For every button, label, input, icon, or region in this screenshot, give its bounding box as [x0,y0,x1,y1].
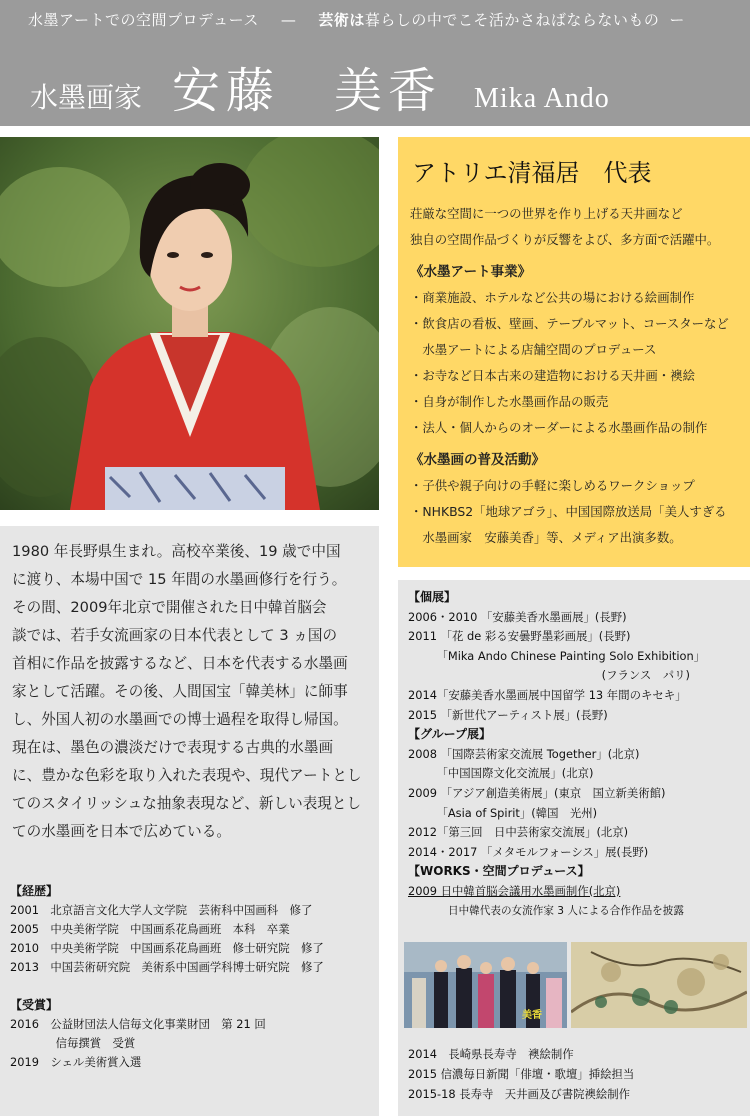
bio-line: し、外国人初の水墨画での博士過程を取得し帰国。 [12,711,348,728]
bio-line: に、豊かな色彩を取り入れた表現や、現代アートとし [12,767,362,784]
artist-name: 安藤 美香 [172,63,443,119]
group-item: 2008 「国際芸術家交流展 Together」(北京) [408,746,640,761]
later-work-item: 2015 信濃毎日新聞「俳壇・歌壇」挿絵担当 [408,1067,635,1081]
tagline-dash: — [280,11,297,29]
atelier-item: ・自身が制作した水墨画作品の販売 [410,394,609,409]
atelier-body [410,201,746,551]
solo-item: 「Mika Ando Chinese Painting Solo Exhibition」 [408,648,706,663]
bio-line: に渡り、本場中国で 15 年間の水墨画修行を行う。 [12,571,347,588]
solo-item: 2011 「花 de 彩る安曇野墨彩画展」(長野) [408,629,631,644]
career-awards-list [10,882,374,1072]
group-item: 2012「第三回 日中芸術家交流展」(北京) [408,825,629,840]
group-item: 2009 「アジア創造美術展」(東京 国立新美術館) [408,785,666,800]
atelier-section-heading: 《水墨アート事業》 [410,264,532,280]
atelier-item: ・法人・個人からのオーダーによる水墨画作品の制作 [410,420,708,435]
bio-line: 談では、若手女流画家の日本代表として 3 ヵ国の [12,627,338,644]
solo-item: 2006・2010 「安藤美香水墨画展」(長野) [408,609,627,624]
group-item: 「中国国際文化交流展」(北京) [408,766,594,781]
portrait-photo [0,137,379,510]
career-item: 2013 中国芸術研究院 美術系中国画学科博士研究院 修了 [10,960,324,974]
atelier-intro-line: 独自の空間作品づくりが反響をよび、多方面で活躍中。 [410,232,720,247]
atelier-item: 水墨アートによる店舗空間のプロデュース [410,342,657,357]
works-item: 2009 日中韓首脳会議用水墨画制作(北京) [408,883,621,898]
bio-line: 現在は、墨色の濃淡だけで表現する古典的水墨画 [12,739,334,756]
tagline-end: ー [669,11,685,29]
bio-line: 家として活躍。その後、人間国宝「韓美林」に師事 [12,683,348,700]
artist-role: 水墨画家 [30,81,143,114]
works-heading: 【WORKS・空間プロデュース】 [408,864,590,879]
biography-panel [0,526,379,1116]
career-item: 2001 北京語言文化大学人文学院 芸術科中国画科 修了 [10,903,313,917]
career-item: 2005 中央美術学院 中国画系花鳥画班 本科 卒業 [10,922,290,936]
atelier-item: ・商業施設、ホテルなど公共の場における絵画制作 [410,290,695,305]
tagline-left: 水墨アートでの空間プロデュース [28,11,259,29]
exhibitions-list [408,588,748,921]
bio-line: 首相に作品を披露するなど、日本を代表する水墨画 [12,655,348,672]
header-banner [0,0,750,126]
solo-item: 2014「安藤美香水墨画展中国留学 13 年間のキセキ」 [408,687,687,702]
summit-photo [404,942,567,1028]
solo-heading: 【個展】 [408,590,457,604]
award-item: 2019 シェル美術賞入選 [10,1055,142,1069]
awards-heading: 【受賞】 [10,998,59,1012]
award-item: 2016 公益財団法人信毎文化事業財団 第 21 回 [10,1017,266,1031]
artist-name-en: Mika Ando [474,83,610,114]
group-item: 「Asia of Spirit」(韓国 光州) [408,805,598,820]
photo-caption: 美香 [522,1010,542,1021]
tagline-rest: 暮らしの中でこそ活かさねばならないもの [364,11,660,29]
atelier-section-heading: 《水墨画の普及活動》 [410,452,545,468]
later-work-item: 2014 長崎県長寿寺 襖絵制作 [408,1047,574,1061]
works-note: 日中韓代表の女流作家 3 人による合作作品を披露 [448,904,684,917]
tagline [28,9,685,30]
atelier-intro-line: 荘厳な空間に一つの世界を作り上げる天井画など [410,206,683,221]
solo-item: (フランス パリ) [408,668,690,683]
atelier-item: ・飲食店の看板、壁画、テーブルマット、コースターなど [410,316,729,331]
solo-item: 2015 「新世代アーティスト展」(長野) [408,707,608,722]
atelier-item: ・お寺など日本古来の建造物における天井画・襖絵 [410,368,695,383]
atelier-item: ・子供や親子向けの手軽に楽しめるワークショップ [410,478,695,493]
bio-line: てのスタイリッシュな抽象表現など、新しい表現とし [12,795,362,812]
group-item: 2014・2017 「メタモルフォーシス」展(長野) [408,844,649,859]
atelier-title: アトリエ清福居 代表 [412,159,652,187]
group-heading: 【グループ展】 [408,727,492,742]
career-heading: 【経歴】 [10,884,59,898]
bio-line: 1980 年長野県生まれ。高校卒業後、19 歳で中国 [12,543,341,560]
tagline-bold: 芸術は [318,11,365,29]
title-row [30,52,610,121]
atelier-item: ・NHKBS2「地球アゴラ」、中国国際放送局「美人すぎる [410,504,727,519]
portrait-illustration [0,137,379,510]
biography-text [12,538,374,846]
painting-illustration [571,942,747,1028]
atelier-item: 水墨画家 安藤美香」等、メディア出演多数。 [410,530,682,545]
bio-line: その間、2009年北京で開催された日中韓首脳会 [12,599,327,616]
career-item: 2010 中央美術学院 中国画系花鳥画班 修士研究院 修了 [10,941,324,955]
exhibitions-panel [398,580,750,1116]
later-works-list [408,1044,748,1104]
summit-illustration [404,942,567,1028]
later-work-item: 2015-18 長寿寺 天井画及び書院襖絵制作 [408,1087,631,1101]
atelier-panel [398,137,750,567]
painting-photo [571,942,747,1028]
bio-line: ての水墨画を日本で広めている。 [12,823,231,840]
award-item: 信毎撰賞 受賞 [10,1036,136,1050]
